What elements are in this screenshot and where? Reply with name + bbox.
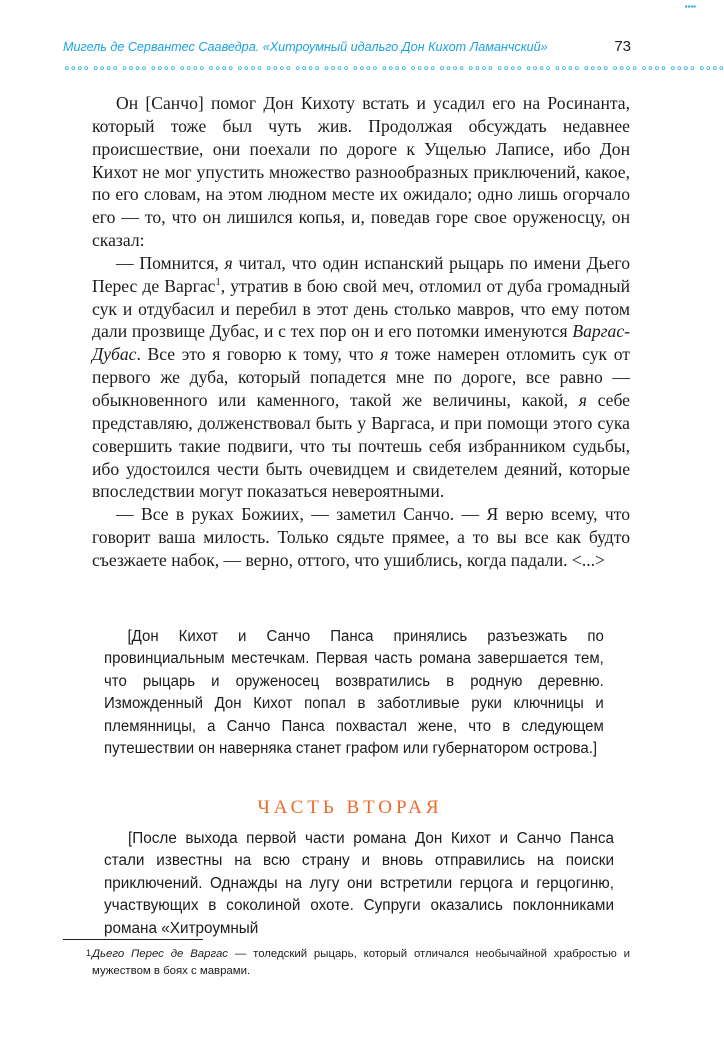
footnote-divider — [63, 939, 203, 940]
footnote-ref[interactable]: 1 — [215, 276, 221, 288]
text-span: себе представляю, долженствовал быть у Варгаса, и при помощи этого сука совершить такие подвиги, что ты почтешь себя избранником судьбы, ибо удостоился чести быть очевидцем и свидетелем деяний, которые впоследствии могут показаться невероятными. — [92, 389, 630, 502]
italic-span: я — [578, 389, 587, 410]
italic-span: Варгас-Дубас — [92, 321, 630, 365]
page-number: 73 — [614, 38, 631, 55]
footnote-term: Дьего Перес де Варгас — [92, 948, 228, 960]
section-heading: ЧАСТЬ ВТОРАЯ — [257, 797, 443, 818]
footnote — [86, 946, 630, 980]
paragraph-1: Он [Санчо] помог Дон Кихоту встать и усадил его на Росинанта, который тоже был чуть жив. Продолжая обсуждать недавнее происшествие, они поехали по дороге к Ущелью Лаписе, ибо Дон Кихот не мог упустить множество разнообразных приключений, какое, по его словам, на этом людном месте их ожидало; одно лишь огорчало его — то, что он лишился копья, и, поведав горе свое оруженосцу, он сказал: — [92, 93, 630, 251]
main-text — [92, 92, 630, 572]
paragraph-3: — Все в руках Божиих, — заметил Санчо. — Я верю всему, что говорит ваша милость. Только сядьте прямее, а то вы все как будто съезжаете набок, — верно, оттого, что ушиблись, когда падали. <...> — [92, 504, 630, 570]
paragraph-2 — [92, 252, 630, 503]
italic-span: я — [380, 344, 389, 365]
corner-mark: ▪▪▪▪ — [684, 2, 696, 11]
footnote-text: — толедский рыцарь, который отличался необычайной храбростью и мужеством в боях с маврами. — [92, 948, 630, 977]
italic-span: я — [224, 252, 233, 273]
summary-block-2 — [104, 828, 614, 940]
footnote-number: 1 — [86, 948, 92, 958]
text-span: , утратив в бою свой меч, отломил от дуба громадный сук и отдубасил и перебил в этот день столько мавров, что ему потом дали прозвище Дубас, и с тех пор он и его потомки именуются — [92, 275, 630, 342]
text-span: тоже намерен отломить сук от первого же дуба, который попадется мне по дороге, все равно — обыкновенного или каменного, такой же величины, какой, — [92, 344, 630, 410]
summary-block-1 — [104, 626, 604, 760]
summary-paragraph: [Дон Кихот и Санчо Панса принялись разъезжать по провинциальным местечкам. Первая часть романа завершается тем, что рыцарь и оруженосец возвратились в родную деревню. Изможденный Дон Кихот попал в заботливые руки ключницы и племянницы, а Санчо Панса похвастал жене, что в следующем путешествии он наверняка станет графом или губернатором острова.] — [104, 628, 604, 758]
text-span: читал, что один испанский рыцарь по имени Дьего Перес де Варгас — [92, 252, 630, 296]
header-ornament: ∘∘∘∘ ∘∘∘∘ ∘∘∘∘ ∘∘∘∘ ∘∘∘∘ ∘∘∘∘ ∘∘∘∘ ∘∘∘∘ ∘∘∘∘ ∘∘∘∘ ∘∘∘∘ ∘∘∘∘ ∘∘∘∘ ∘∘∘∘ ∘∘∘∘ ∘∘∘∘ ∘∘∘∘ ∘∘∘∘ ∘∘∘∘ ∘∘∘∘ ∘∘∘∘ ∘∘∘∘ ∘∘∘∘ — [63, 61, 724, 75]
summary-paragraph: [После выхода первой части романа Дон Кихот и Санчо Панса стали известны на всю страну и вновь отправились на поиски приключений. Однажды на лугу они встретили герцога и герцогиню, участвующих в соколиной охоте. Супруги оказались поклонниками романа «Хитроумный — [104, 830, 614, 937]
running-head: Мигель де Сервантес Сааведра. «Хитроумный идальго Дон Кихот Ламанчский» — [63, 40, 548, 54]
text-span: . Все это я говорю к тому, что — [136, 344, 381, 365]
text-span: — Помнится, — [116, 252, 225, 273]
